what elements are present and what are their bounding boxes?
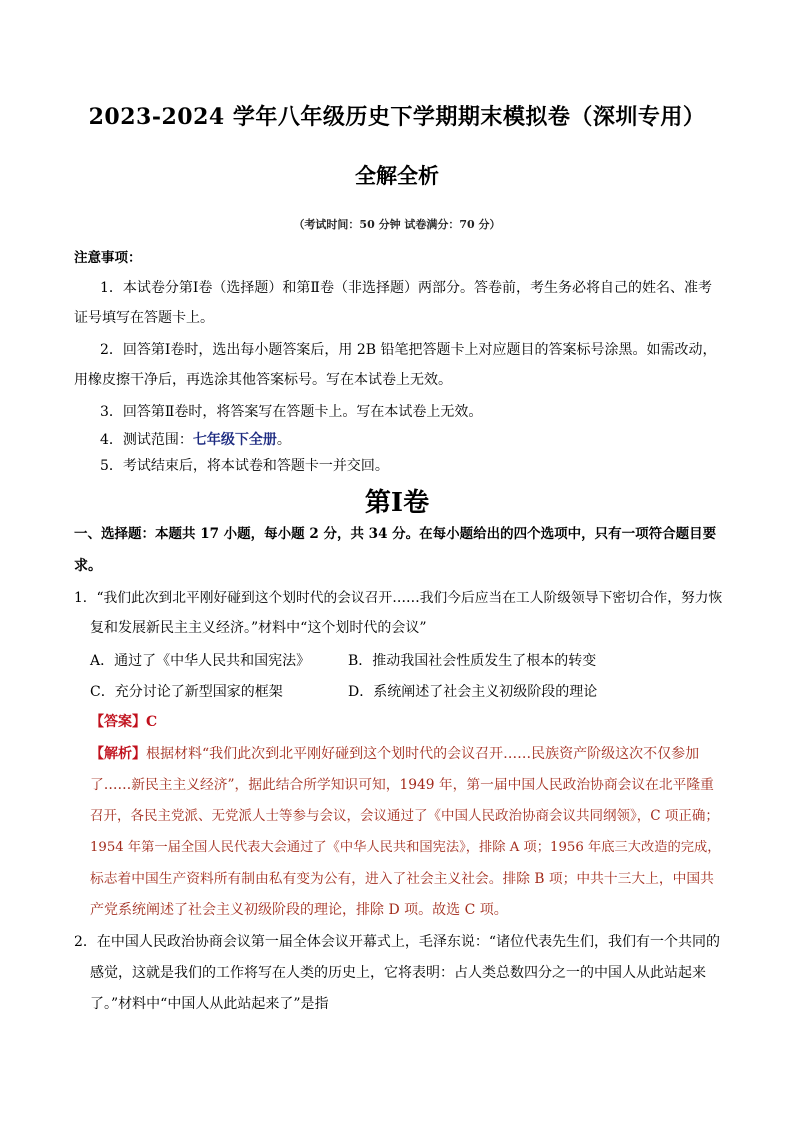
notice-item-5: 5．考试结束后，将本试卷和答题卡一并交回。 <box>100 458 389 474</box>
notice-item-1-line-2: 证号填写在答题卡上。 <box>74 310 214 326</box>
notice-item-4 <box>100 430 291 450</box>
section-title: 第Ⅰ卷 <box>364 488 430 518</box>
question-1-stem-line-1: 1．“我们此次到北平刚好碰到这个划时代的会议召开……我们今后应当在工人阶级领导下密切合作，努力恢 <box>74 590 723 606</box>
question-1-analysis-line-1 <box>90 744 699 764</box>
notice-item-3: 3．回答第Ⅱ卷时，将答案写在答题卡上。写在本试卷上无效。 <box>100 404 483 420</box>
notice-item-4-suffix: 。 <box>276 432 291 448</box>
section-intro-line-2: 求。 <box>74 558 102 574</box>
analysis-label: 【解析】 <box>90 746 146 762</box>
notice-item-2-line-2: 用橡皮擦干净后，再选涂其他答案标号。写在本试卷上无效。 <box>74 372 452 388</box>
question-1-analysis-line-5: 标志着中国生产资料所有制由私有变为公有，进入了社会主义社会。排除 B 项；中共十三大上，中国共 <box>90 871 714 887</box>
document-subtitle: 全解全析 <box>355 163 439 188</box>
question-1-option-d: D．系统阐述了社会主义初级阶段的理论 <box>348 684 598 700</box>
notice-item-4-prefix: 4．测试范围： <box>100 432 193 448</box>
question-1-analysis-line-2: 了……新民主主义经济”，据此结合所学知识可知，1949 年，第一届中国人民政治协商会议在北平隆重 <box>90 777 714 793</box>
test-range: 七年级下全册 <box>192 432 277 448</box>
exam-info: （考试时间：50 分钟 试卷满分：70 分） <box>293 218 501 231</box>
analysis-text-1: 根据材料“我们此次到北平刚好碰到这个划时代的会议召开……民族资产阶级这次不仅参加 <box>146 746 700 762</box>
notice-item-2-line-1: 2．回答第Ⅰ卷时，选出每小题答案后，用 2B 铅笔把答题卡上对应题目的答案标号涂黑。如需改动， <box>100 342 717 358</box>
question-1-option-b: B．推动我国社会性质发生了根本的转变 <box>348 653 597 669</box>
question-2-stem-line-2: 感觉，这就是我们的工作将写在人类的历史上，它将表明：占人类总数四分之一的中国人从此站起来 <box>90 965 706 981</box>
question-1-analysis-line-4: 1954 年第一届全国人民代表大会通过了《中华人民共和国宪法》，排除 A 项；1956 年底三大改造的完成， <box>90 840 721 855</box>
question-1-analysis-line-3: 召开，各民主党派、无党派人士等参与会议，会议通过了《中国人民政治协商会议共同纲领》，C 项正确； <box>90 808 719 824</box>
notice-item-1-line-1: 1．本试卷分第Ⅰ卷（选择题）和第Ⅱ卷（非选择题）两部分。答卷前，考生务必将自己的姓名、准考 <box>100 280 712 296</box>
document-title-text: 2023-2024 学年八年级历史下学期期末模拟卷（深圳专用） <box>88 104 706 130</box>
question-1-option-c: C．充分讨论了新型国家的框架 <box>90 684 283 700</box>
question-1-analysis-line-6: 产党系统阐述了社会主义初级阶段的理论，排除 D 项。故选 C 项。 <box>90 902 508 918</box>
question-1-answer: 【答案】C <box>90 714 158 730</box>
question-2-stem-line-3: 了。”材料中“中国人从此站起来了”是指 <box>90 996 329 1012</box>
notice-heading: 注意事项： <box>74 250 142 266</box>
question-1-option-a: A．通过了《中华人民共和国宪法》 <box>90 653 311 669</box>
question-1-stem-line-2: 复和发展新民主主义经济。”材料中“这个划时代的会议” <box>90 620 427 636</box>
question-2-stem-line-1: 2．在中国人民政治协商会议第一届全体会议开幕式上，毛泽东说：“诸位代表先生们，我们有一个共同的 <box>74 934 721 950</box>
section-intro-line-1: 一、选择题：本题共 17 小题，每小题 2 分，共 34 分。在每小题给出的四个选项中，只有一项符合题目要 <box>74 526 717 542</box>
document-title <box>0 100 794 131</box>
